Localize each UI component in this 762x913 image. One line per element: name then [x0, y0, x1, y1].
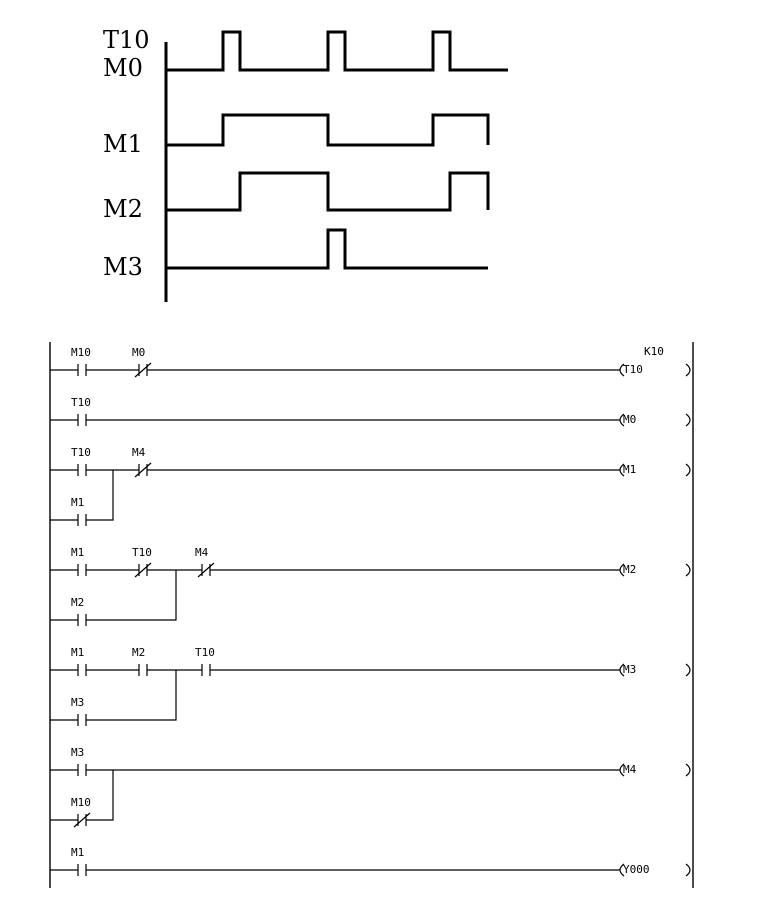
rung-4-branch-wire [50, 570, 176, 620]
signal-label-t10: T10 [103, 26, 150, 54]
coil-m1 [620, 463, 690, 476]
contact-t10-no [71, 446, 91, 476]
contact-m3-no [71, 746, 86, 776]
contact-t10-nc [132, 546, 152, 577]
contact-label: T10 [71, 446, 91, 459]
coil-label: M2 [623, 563, 637, 576]
contact-label: T10 [195, 646, 215, 659]
contact-label: M1 [71, 546, 85, 559]
coil-y000 [620, 863, 690, 876]
contact-label: M1 [71, 496, 85, 509]
coil-label: M0 [623, 413, 637, 426]
rung-3-branch-wire [50, 470, 113, 520]
contact-label: M3 [71, 746, 85, 759]
contact-m2-no [71, 596, 86, 626]
contact-label: M3 [71, 696, 85, 709]
signal-label-m2: M2 [103, 195, 143, 223]
signal-label-m1: M1 [103, 130, 143, 158]
contact-m0-nc [132, 346, 151, 377]
contact-m1-no [71, 846, 86, 876]
contact-m1-no [71, 496, 86, 526]
coil-m4 [620, 763, 690, 776]
contact-label: M4 [195, 546, 209, 559]
contact-t10-no [195, 646, 215, 676]
coil-label: M3 [623, 663, 637, 676]
rung-5-branch-wire [50, 670, 176, 720]
signal-label-m3: M3 [103, 253, 143, 281]
waveform-m2 [166, 173, 488, 210]
contact-label: M10 [71, 346, 91, 359]
contact-label: M1 [71, 846, 85, 859]
contact-label: M4 [132, 446, 146, 459]
waveform-m0 [166, 32, 508, 70]
coil-label: M1 [623, 463, 637, 476]
contact-label: M2 [132, 646, 146, 659]
contact-label: M0 [132, 346, 146, 359]
signal-label-m0: M0 [103, 54, 143, 82]
coil-t10 [620, 363, 690, 376]
contact-m3-no [71, 696, 86, 726]
coil-m0 [620, 413, 690, 426]
timing-diagram [103, 26, 508, 302]
contact-label: M1 [71, 646, 85, 659]
coil-label: Y000 [623, 863, 650, 876]
contact-m2-no [132, 646, 147, 676]
coil-m2 [620, 563, 690, 576]
contact-m4-nc [132, 446, 151, 477]
ladder-diagram [50, 342, 693, 888]
contact-label: M10 [71, 796, 91, 809]
contact-label: M2 [71, 596, 85, 609]
timer-constant: K10 [644, 345, 664, 358]
contact-t10-no [71, 396, 91, 426]
coil-label: M4 [623, 763, 637, 776]
coil-label: T10 [623, 363, 643, 376]
contact-m10-nc [71, 796, 91, 827]
waveform-m3 [166, 230, 488, 268]
waveform-m1 [166, 115, 488, 145]
contact-m1-no [71, 646, 86, 676]
rung-6-branch-wire [50, 770, 113, 820]
coil-m3 [620, 663, 690, 676]
contact-label: T10 [71, 396, 91, 409]
contact-m1-no [71, 546, 86, 576]
contact-m10-no [71, 346, 91, 376]
contact-label: T10 [132, 546, 152, 559]
contact-m4-nc [195, 546, 214, 577]
